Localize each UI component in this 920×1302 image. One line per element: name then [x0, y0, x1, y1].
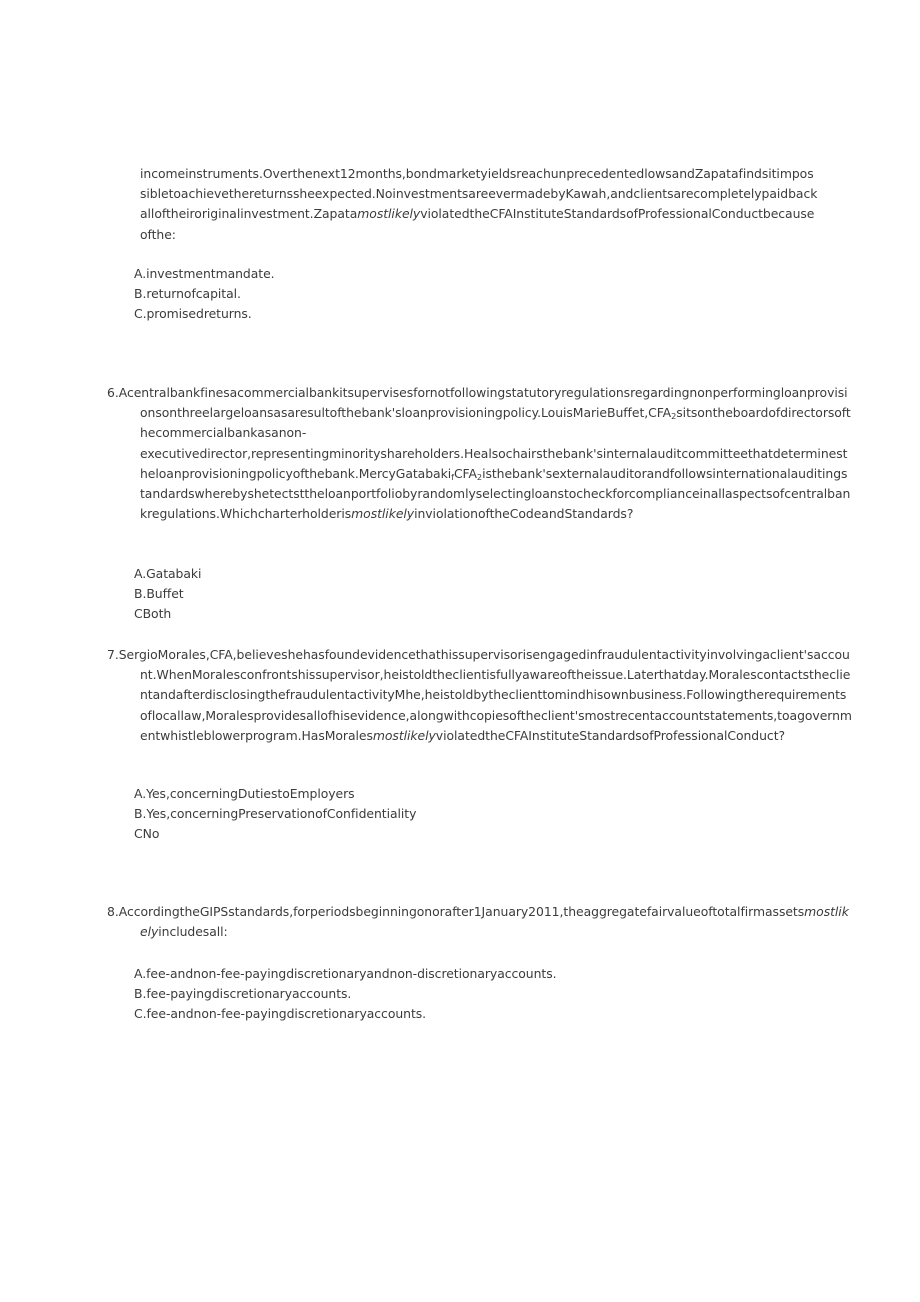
q8-text-emphasis: mostlikely	[140, 904, 849, 940]
q7-text-part-1: SergioMorales,CFA,believeshehasfoundevidencethathissupervisorisengagedinfraudulentactivityinvolvingaclient'saccount.WhenMoralesconfrontshissupervisor,heistoldtheclientisfullyawareoftheissue.Laterthatday.MoralescontactstheclientandafterdisclosingthefraudulentactivityMhe,heistoldbytheclienttomindhisownbusiness.Followingtherequirementsoflocallaw,Moralesprovidesallofhisevidence,alongwithcopiesoftheclient'smostrecentaccountstatements,toagovernmentwhistleblowerprogram.HasMorales	[118, 647, 852, 743]
q6-subscript-1: 2	[671, 411, 677, 421]
q5-text-part-2: violatedtheCFAInstituteStandardsofProfessionalConductbecauseofthe:	[140, 206, 815, 242]
q5-text-part-1: incomeinstruments.Overthenext12months,bondmarketyieldsreachunprecedentedlowsandZapatafindsitimpossibletoachievethereturnssheexpected.NoinvestmentsareevermadebyKawah,andclientsarecompletelypaidbackalloftheiroriginalinvestment.Zapata	[140, 166, 818, 222]
answer-option[interactable]: CNo	[134, 826, 160, 842]
question-8-number: 8.	[107, 904, 119, 919]
answer-option[interactable]: CBoth	[134, 606, 172, 622]
q6-text-part-4: isthebank'sexternalauditorandfollowsinternationalauditingstandardswherebyshetectsttheloanportfoliobyrandomlyselectingloanstocheckforcomplianceinallaspectsofcentralbankregulations.Whichcharterholderis	[140, 465, 851, 522]
q6-text-part-2: sitsontheboardofdirectorsofthecommercialbankasanon-executivedirector,representingminorityshareholders.Healsochairsthebank'sinternalauditcommitteethatdeterminestheloanprovisioningpolicyofthebank.MercyGatabaki	[140, 405, 851, 481]
answer-option[interactable]: A.Yes,concerningDutiestoEmployers	[134, 786, 355, 801]
question-6-paragraph	[107, 383, 852, 524]
answer-option[interactable]: C.promisedreturns.	[134, 306, 252, 322]
question-8-answer-list	[134, 964, 834, 1025]
answer-option[interactable]: A.fee-andnon-fee-payingdiscretionaryandnon-discretionaryaccounts.	[134, 966, 557, 981]
answer-option[interactable]: A.investmentmandate.	[134, 266, 275, 281]
q5-text-emphasis: mostlikely	[357, 206, 421, 222]
question-8-paragraph	[107, 902, 852, 942]
q6-subscript-2: f	[451, 471, 454, 482]
answer-option[interactable]: B.Yes,concerningPreservationofConfidentiality	[134, 806, 417, 822]
q6-text-part-5: inviolationoftheCodeandStandards?	[414, 506, 634, 522]
q6-subscript-3: 2	[476, 471, 483, 482]
question-6-answer-list	[134, 564, 834, 625]
question-7-paragraph	[107, 645, 852, 746]
q6-text-part-1: Acentralbankfinesacommercialbankitsupervisesfornotfollowingstatutoryregulationsregardingnonperformingloanprovisionsonthreelargeloansasaresultofthebank'sloanprovisioningpolicy.LouisMarieBuffet,CFA	[118, 385, 848, 421]
q6-text-part-3: CFA	[453, 465, 477, 481]
q8-text-part-2: includesall:	[158, 924, 228, 940]
answer-option[interactable]: C.fee-andnon-fee-payingdiscretionaryaccounts.	[134, 1006, 427, 1022]
answer-option[interactable]: B.returnofcapital.	[134, 286, 241, 302]
q7-text-part-2: violatedtheCFAInstituteStandardsofProfessionalConduct?	[435, 727, 786, 743]
q8-text-part-1: AccordingtheGIPSstandards,forperiodsbeginningonorafter1January2011,theaggregatefairvalueoftotalfirmassets	[118, 904, 805, 919]
question-6-number: 6.	[107, 385, 119, 400]
q7-text-emphasis: mostlikely	[372, 727, 436, 743]
answer-option[interactable]: B.Buffet	[134, 586, 184, 602]
answer-option[interactable]: A.Gatabaki	[134, 566, 202, 581]
question-7-number: 7.	[107, 647, 119, 662]
q6-text-emphasis: mostlikely	[351, 506, 415, 522]
question-5-continuation-paragraph	[140, 164, 819, 245]
question-7-answer-list	[134, 784, 834, 845]
question-5-answer-list	[134, 264, 834, 325]
answer-option[interactable]: B.fee-payingdiscretionaryaccounts.	[134, 986, 352, 1002]
